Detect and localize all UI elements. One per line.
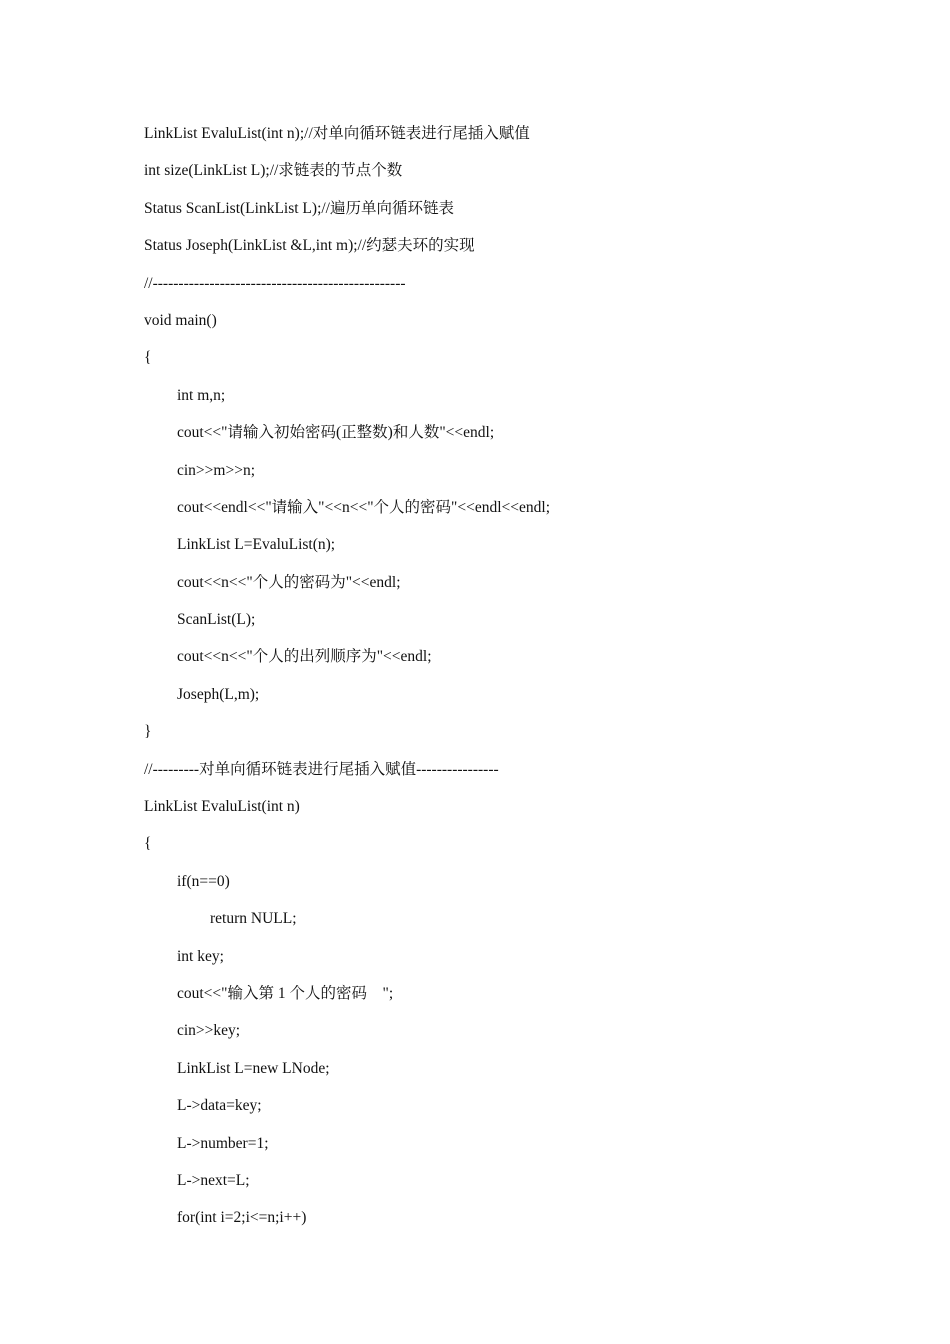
code-line: cin>>m>>n; — [177, 461, 256, 479]
code-line: L->data=key; — [177, 1097, 262, 1115]
code-line: ScanList(L); — [177, 611, 256, 629]
code-line: { — [144, 349, 152, 367]
code-line: Joseph(L,m); — [177, 685, 260, 703]
code-line: L->next=L; — [177, 1171, 250, 1189]
code-line: L->number=1; — [177, 1134, 269, 1152]
code-line: cout<<"输入第 1 个人的密码 "; — [177, 984, 394, 1002]
code-line: cout<<"请输入初始密码(正整数)和人数"<<endl; — [177, 424, 495, 442]
code-line: cout<<endl<<"请输入"<<n<<"个人的密码"<<endl<<endl; — [177, 498, 551, 516]
code-line: { — [144, 835, 152, 853]
code-line: LinkList L=new LNode; — [177, 1059, 330, 1077]
code-line: Status ScanList(LinkList L);//遍历单向循环链表 — [144, 199, 454, 217]
code-line: int size(LinkList L);//求链表的节点个数 — [144, 162, 403, 180]
code-line: Status Joseph(LinkList &L,int m);//约瑟夫环的实现 — [144, 237, 475, 255]
code-line: LinkList EvaluList(int n) — [144, 798, 300, 816]
code-line: void main() — [144, 311, 217, 329]
code-line: LinkList EvaluList(int n);//对单向循环链表进行尾插入赋值 — [144, 125, 530, 142]
code-line: return NULL; — [210, 910, 297, 928]
code-line: //---------对单向循环链表进行尾插入赋值---------------- — [144, 760, 499, 778]
code-line: } — [144, 723, 152, 741]
code-block — [144, 124, 904, 1246]
code-line: if(n==0) — [177, 872, 230, 890]
code-line: cout<<n<<"个人的密码为"<<endl; — [177, 573, 401, 591]
code-line: int m,n; — [177, 386, 226, 404]
code-line: //------------------------------------------------- — [144, 274, 406, 292]
code-line: cin>>key; — [177, 1022, 241, 1040]
code-line: cout<<n<<"个人的出列顺序为"<<endl; — [177, 648, 432, 666]
code-line: int key; — [177, 947, 224, 965]
code-line: LinkList L=EvaluList(n); — [177, 536, 336, 554]
code-line: for(int i=2;i<=n;i++) — [177, 1209, 307, 1227]
